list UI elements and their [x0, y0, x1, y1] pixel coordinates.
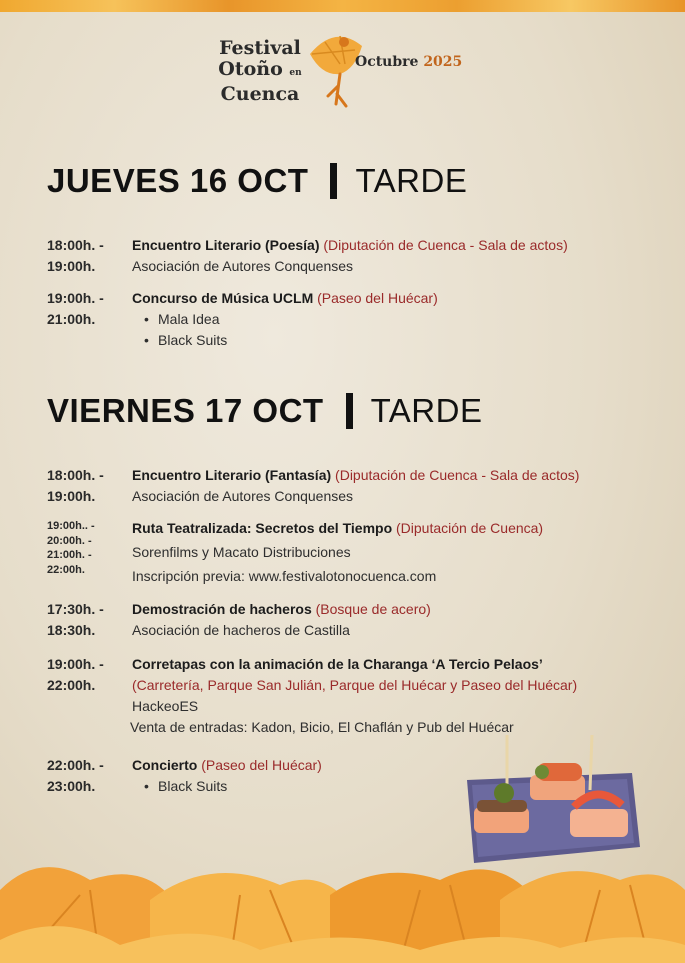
event-times [47, 654, 127, 696]
event-title: Encuentro Literario (Fantasía) [132, 467, 332, 483]
event-title: Concierto [132, 757, 198, 773]
logo-line2: Otoño [218, 58, 283, 80]
event-location: (Paseo del Huécar) [317, 290, 438, 306]
end-time: 22:00h. [47, 677, 96, 693]
tapas-illustration [462, 735, 642, 865]
event-tickets: Venta de entradas: Kadon, Bicio, El Chaflán y Pub del Huécar [130, 719, 514, 735]
event-title: Demostración de hacheros [132, 601, 312, 617]
event-times [47, 465, 127, 507]
festival-logo [205, 30, 475, 115]
end-time: 18:30h. [47, 622, 96, 638]
day-title: JUEVES 16 OCT [47, 162, 309, 199]
band-list [132, 309, 672, 351]
divider-bar [346, 393, 353, 429]
list-item: • Mala Idea [158, 309, 672, 330]
logo-line2-small: en [289, 68, 302, 78]
event-organizer: Asociación de Autores Conquenses [132, 488, 354, 504]
list-item: • Black Suits [158, 776, 672, 797]
logo-month: Octubre [355, 54, 419, 70]
event-title: Concurso de Música UCLM [132, 290, 314, 306]
start-time: 18:00h. - [47, 467, 104, 483]
event-times [47, 288, 127, 330]
event-organizer: Asociación de Autores Conquenses [132, 258, 354, 274]
event-organizer: HackeoES [132, 698, 199, 714]
event-title: Corretapas con la animación de la Charanga ‘A Tercio Pelaos’ [132, 656, 543, 672]
event-registration: Inscripción previa: www.festivalotonocuenca.com [132, 568, 437, 584]
end-time: 19:00h. [47, 258, 96, 274]
start-time: 19:00h. - [47, 656, 104, 672]
start-time: 19:00h. - [47, 290, 104, 306]
logo-date [355, 54, 462, 70]
start-time: 17:30h. - [47, 601, 104, 617]
logo-year: 2025 [423, 54, 463, 70]
event-times [47, 599, 127, 641]
event-organizer: Asociación de hacheros de Castilla [132, 622, 350, 638]
day-header-jueves [47, 162, 467, 200]
event-location: (Bosque de acero) [315, 601, 431, 617]
list-item: • Black Suits [158, 330, 672, 351]
day-part: TARDE [370, 392, 483, 429]
logo-line1: Festival [219, 37, 301, 59]
divider-bar [330, 163, 337, 199]
time-slot: 20:00h. - [47, 534, 92, 547]
event-organizer: Sorenfilms y Macato Distribuciones [132, 544, 351, 560]
start-time: 22:00h. - [47, 757, 104, 773]
end-time: 19:00h. [47, 488, 96, 504]
day-title: VIERNES 17 OCT [47, 392, 324, 429]
event-title: Encuentro Literario (Poesía) [132, 237, 320, 253]
event-location: (Diputación de Cuenca - Sala de actos) [335, 467, 580, 483]
event-title: Ruta Teatralizada: Secretos del Tiempo [132, 520, 393, 536]
event-location: (Paseo del Huécar) [201, 757, 322, 773]
bottom-leaf-border [0, 850, 685, 963]
top-leaf-border [0, 0, 685, 12]
event-location: (Diputación de Cuenca - Sala de actos) [323, 237, 568, 253]
day-header-viernes [47, 392, 482, 430]
event-location: (Diputación de Cuenca) [396, 520, 544, 536]
end-time: 21:00h. [47, 311, 96, 327]
logo-line3: Cuenca [220, 83, 300, 105]
event-times [47, 519, 127, 577]
end-time: 23:00h. [47, 778, 96, 794]
time-slot: 19:00h.. - [47, 520, 95, 532]
start-time: 18:00h. - [47, 237, 104, 253]
time-slot: 21:00h. - [47, 549, 92, 561]
event-times [47, 235, 127, 277]
time-slot: 22:00h. [47, 563, 85, 576]
day-part: TARDE [355, 162, 468, 199]
event-times [47, 755, 127, 797]
logo-title [205, 38, 315, 105]
event-location: (Carretería, Parque San Julián, Parque del Huécar y Paseo del Huécar) [132, 677, 578, 693]
